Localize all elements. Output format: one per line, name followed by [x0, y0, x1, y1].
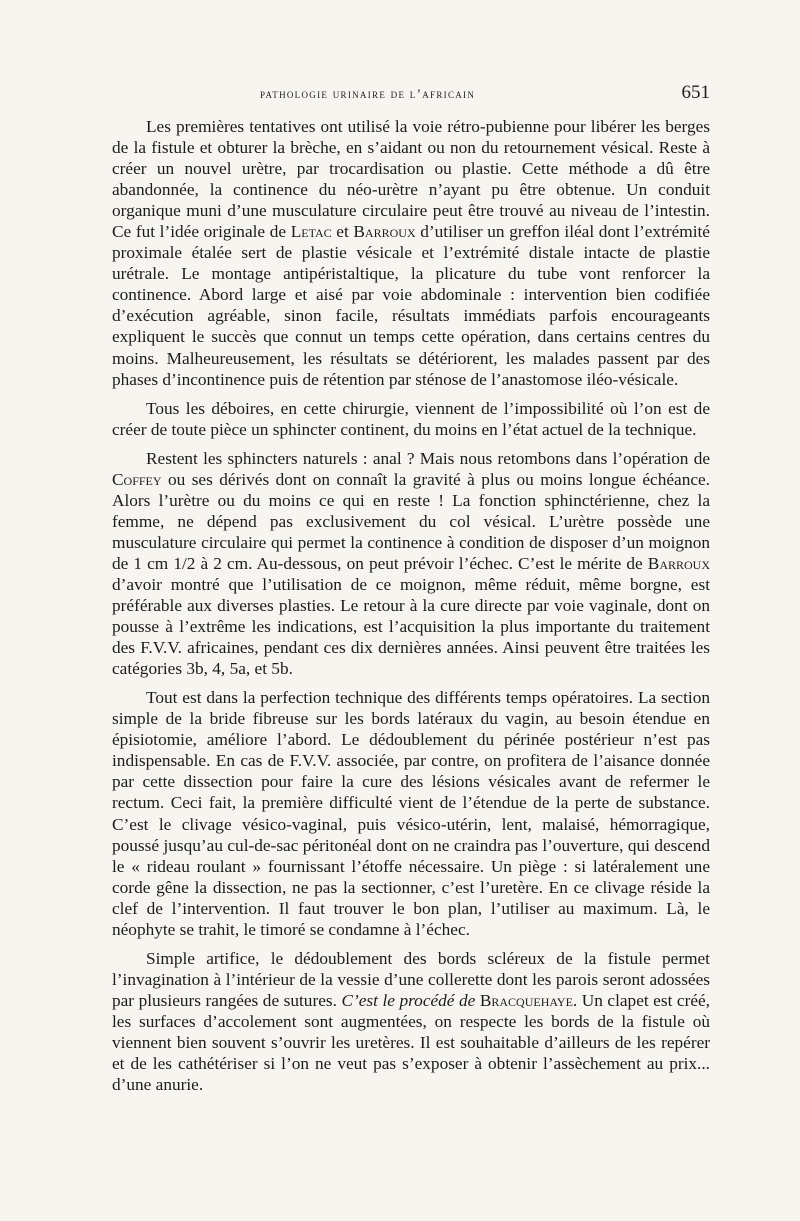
paragraph-3 — [112, 448, 710, 680]
italic-phrase: C’est le procédé de — [341, 990, 480, 1010]
text-segment: d’avoir montré que l’utilisation de ce moignon, même réduit, même borgne, est préférable aux diverses plasties. Le retour à la cure directe par voie vaginale, dont on pousse à l’extrême les indications, est l’acquisition la plus importante du traitement des F.V.V. africaines, pendant ces dix dernières années. Ainsi peuvent être traitées les catégories 3b, 4, 5a, et 5b. — [112, 574, 710, 679]
paragraph-5 — [112, 948, 710, 1095]
body-text — [112, 116, 710, 1103]
text-segment: Simple artifice, le dédoublement des bords scléreux de la fistule permet l’invagination à l’intérieur de la vessie d’une collerette dont les parois seront adossées par plusieurs rangées de sutures. — [112, 948, 710, 1010]
paragraph-4 — [112, 687, 710, 940]
page-number: 651 — [681, 82, 710, 103]
text-segment: Restent les sphincters naturels : anal ? Mais nous retombons dans l’opération de — [146, 448, 710, 468]
author-name-bracquehaye: Bracquehaye — [479, 990, 573, 1010]
text-segment: . Un clapet est créé, les surfaces d’accolement sont augmentées, on respecte les bords de la fistule où viennent bien souvent s’ouvrir les uretères. Il est souhaitable d’ailleurs de les repérer et de les cathétériser si l’on ne veut pas s’exposer à obtenir l’assèchement au prix... d’une anurie. — [112, 990, 710, 1095]
text-segment: d’utiliser un greffon iléal dont l’extrémité proximale étalée sert de plastie vésicale et l’extrémité distale intacte de plastie urétrale. Le montage antipéristaltique, la plicature du tube vont renforcer la continence. Abord large et aisé par voie abdominale : intervention bien codifiée d’exécution agréable, sinon facile, résultats immédiats parfois encourageants expliquent le succès que connut un temps cette opération, dans certains centres du moins. Malheureusement, les résultats se détériorent, les malades passent par des phases d’incontinence puis de rétention par sténose de l’anastomose iléo-vésicale. — [112, 222, 710, 389]
text-segment: Les premières tentatives ont utilisé la voie rétro-pubienne pour libérer les berges de la fistule et obturer la brèche, en s’aidant ou non du retournement vésical. Reste à créer un nouvel urètre, par trocardisation ou plastie. Cette méthode a dû être abandonnée, la continence du néo-urètre n’ayant pu être obtenue. Un conduit organique muni d’une musculature circulaire peut être trouvé au niveau de l’intestin. Ce fut l’idée originale de — [112, 117, 710, 242]
text-segment: Tout est dans la perfection technique des différents temps opératoires. La section simple de la bride fibreuse sur les bords latéraux du vagin, au besoin étendue en épisiotomie, améliore l’abord. Le dédoublement du périnée postérieur n’est pas indispensable. En cas de F.V.V. associée, par contre, on profitera de l’aisance donnée par cette dissection pour faire la cure des lésions vésicales avant de refermer le rectum. Ceci fait, la première difficulté vient de l’étendue de la perte de substance. C’est le clivage vésico-vaginal, puis vésico-utérin, lent, malaisé, hémorragique, poussé jusqu’au cul-de-sac péritonéal dont on ne craindra pas l’ouverture, qui descend le « rideau roulant » fournissant l’étoffe nécessaire. Un piège : si latéralement une corde gêne la dissection, ne pas la sectionner, c’est l’uretère. En ce clivage réside la clef de l’intervention. Il faut trouver le bon plan, l’utiliser au maximum. Là, le néophyte se trahit, le timoré se condamne à l’échec. — [112, 688, 710, 939]
author-name-letac: Letac — [290, 222, 332, 242]
text-segment: ou ses dérivés dont on connaît la gravité à plus ou moins longue échéance. Alors l’urètre ou du moins ce qui en reste ! La fonction sphinctérienne, chez la femme, ne dépend pas exclusivement du col vésical. L’urètre possède une musculature circulaire qui permet la continence à condition de disposer d’un moignon de 1 cm 1/2 à 2 cm. Au-dessous, on peut prévoir l’échec. C’est le mérite de — [112, 469, 710, 573]
author-name-coffey: Coffey — [112, 469, 162, 489]
paragraph-2 — [112, 398, 710, 440]
author-name-barroux: Barroux — [353, 222, 416, 242]
paragraph-1 — [112, 116, 710, 390]
text-segment: et — [331, 222, 354, 242]
author-name-barroux: Barroux — [647, 553, 710, 573]
running-head — [112, 82, 710, 106]
text-segment: Tous les déboires, en cette chirurgie, viennent de l’impossibilité où l’on est de créer de toute pièce un sphincter continent, du moins en l’état actuel de la technique. — [112, 398, 710, 439]
running-title: pathologie urinaire de l’africain — [260, 86, 476, 101]
